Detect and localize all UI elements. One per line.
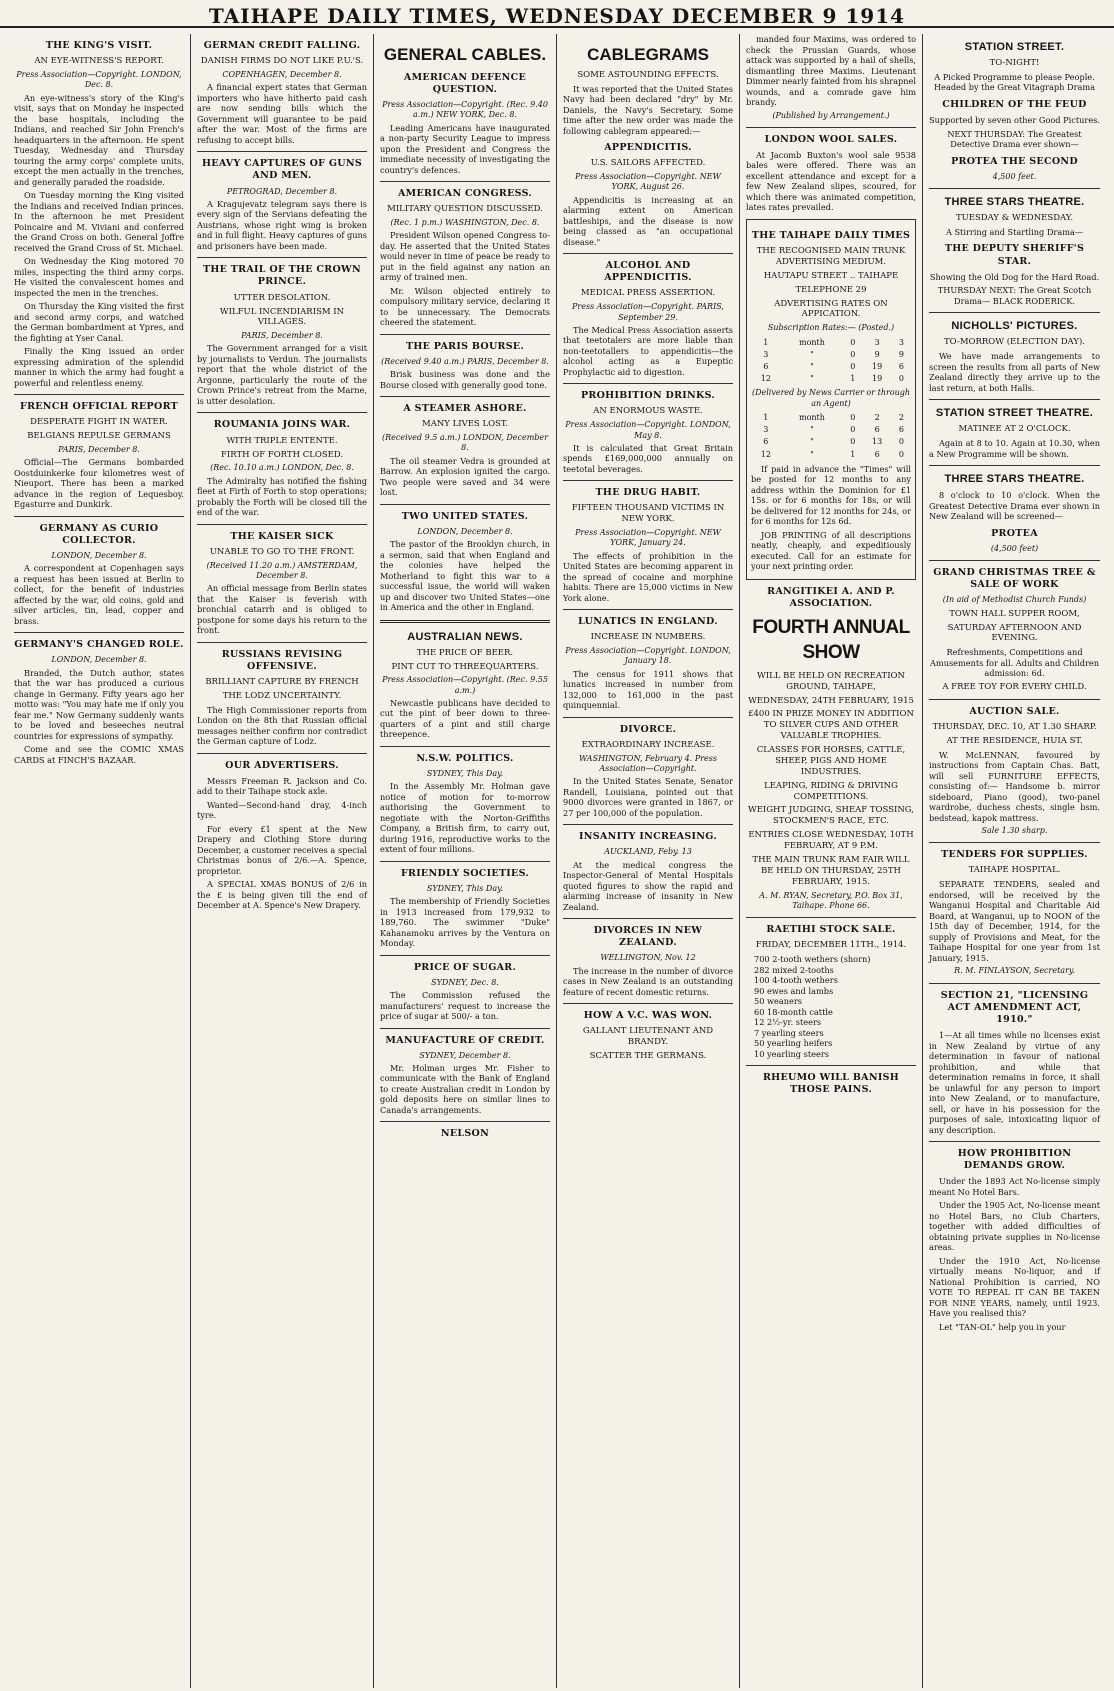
column-2	[191, 34, 374, 1688]
ad-time: SATURDAY AFTERNOON AND EVENING.	[947, 622, 1082, 644]
ad-subheading: (In aid of Methodist Church Funds)	[942, 595, 1087, 605]
ad-heading: THREE STARS THEATRE.	[944, 473, 1085, 486]
ad-venue: AT THE RESIDENCE, HUIA ST.	[946, 735, 1083, 746]
column-1	[8, 34, 191, 1688]
article-paragraph: Wanted—Second-hand dray, 4-inch tyre.	[197, 799, 367, 821]
divider	[197, 151, 367, 152]
column-4	[557, 34, 740, 1688]
article-paragraph: The High Commissioner reports from London on the 8th that Russian official messages neither confirm nor contradict the German capture of Lodz.	[197, 704, 367, 747]
article-source: SYDNEY, This Day.	[426, 883, 504, 893]
divider	[197, 524, 367, 525]
article-heading: ROUMANIA JOINS WAR.	[213, 419, 351, 431]
table-row: 3 " 0 9 9	[763, 349, 905, 359]
subscription-label: Subscription Rates:— (Posted.)	[767, 323, 895, 333]
article-paragraph: Under the 1893 Act No-license simply meant No Hotel Bars.	[929, 1176, 1100, 1197]
article-paragraph: Again at 8 to 10. Again at 10.30, when a New Programme will be shown.	[929, 438, 1100, 459]
divider	[563, 824, 733, 825]
article-paragraph: NEXT THURSDAY: The Greatest Detective Drama ever shown—	[947, 128, 1082, 150]
show-entries-close: ENTRIES CLOSE WEDNESDAY, 10TH FEBRUARY, AT 9 P.M.	[748, 830, 914, 852]
article-subheading: WITH TRIPLE ENTENTE.	[226, 435, 338, 446]
ad-subheading: TO-NIGHT!	[989, 58, 1040, 69]
article-paragraph: The oil steamer Vedra is grounded at Barrow. An explosion ignited the cargo. Two people were saved and 34 were lost.	[380, 455, 550, 498]
article-paragraph: Under the 1910 Act, No-license virtually means No-liquor, and if National Prohibition is carried, NO VOTE TO REPEAL IT CAN BE TAKEN FOR NINE YEARS, namely, until 1923. Have you realised this?	[929, 1255, 1100, 1319]
divider	[929, 842, 1100, 843]
article-source: AUCKLAND, Feby. 13	[604, 847, 692, 857]
article-paragraph: The Commission refused the manufacturers' request to increase the price of sugar at 500/- a ton.	[380, 990, 550, 1022]
divider	[14, 394, 184, 395]
article-paragraph: The Admiralty has notified the fishing fleet at Firth of Forth to stop operations; probably the Forth will be closed till the end of the war.	[197, 475, 367, 518]
show-judging: WEIGHT JUDGING, SHEAF TOSSING, STOCKMEN'S RACE, ETC.	[747, 805, 915, 827]
article-paragraph: The Government arranged for a visit by journalists to Verdun. The journalists report that the whole district of the Argonne, particularly the route of the Crown Prince's retreat from the Marne, is utter desolation.	[197, 343, 367, 406]
article-heading: RUSSIANS REVISING OFFENSIVE.	[221, 648, 343, 672]
article-paragraph: Brisk business was done and the Bourse closed with generally good tone.	[380, 369, 550, 390]
article-source: Press Association—Copyright. PARIS, September 29.	[572, 302, 724, 322]
ad-subheading: TUESDAY & WEDNESDAY.	[955, 213, 1074, 224]
article-source: LONDON, December 8.	[417, 526, 513, 536]
ad-heading: GRAND CHRISTMAS TREE & SALE OF WORK	[933, 567, 1096, 591]
article-paragraph: If paid in advance the "Times" will be posted for 12 months to any address within the Dominion for £1 15s. or for 6 months for 18s, or will be delivered for 12 months for 24s, or for 6 months for 12s 6d.	[751, 463, 911, 527]
article-source: PARIS, December 8.	[58, 444, 140, 454]
masthead: TAIHAPE DAILY TIMES, WEDNESDAY DECEMBER 9 1914	[0, 4, 1114, 28]
ad-heading: THREE STARS THEATRE.	[944, 196, 1085, 208]
article-paragraph: For every £1 spent at the New Drapery and Clothing Store during December, a customer receives a special Christmas bonus of 2/6.—A. Spence, proprietor.	[197, 823, 367, 876]
divider	[197, 753, 367, 754]
article-paragraph: The effects of prohibition in the United States are becoming apparent in the spread of cocaine and morphine habits. There are 15,000 victims in New York alone.	[563, 550, 733, 603]
article-heading: THE DRUG HABIT.	[595, 487, 701, 499]
stock-sale-date: FRIDAY, DECEMBER 11TH., 1914.	[755, 940, 907, 951]
carrier-label: (Delivered by News Carrier or through an Agent)	[751, 388, 911, 408]
ad-heading: HOW PROHIBITION DEMANDS GROW.	[957, 1148, 1072, 1172]
article-heading: ALCOHOL AND APPENDICITIS.	[604, 260, 692, 284]
table-row: 6 " 0 13 0	[763, 437, 905, 447]
table-row: 12 " 1 19 0	[760, 374, 905, 384]
divider	[380, 620, 550, 623]
article-paragraph: Official—The Germans bombarded Oostduinkerke four kilometres west of Nieuport. There has been a marked advance in the region of Lequesboy. Egasturre and Dunkirk.	[14, 457, 184, 510]
article-heading: FRENCH OFFICIAL REPORT	[20, 401, 178, 412]
article-paragraph: At the medical congress the Inspector-General of Mental Hospitals quoted figures to show the rapid and alarming increase of insanity in New Zealand.	[563, 859, 733, 912]
article-subheading: WILFUL INCENDIARISM IN VILLAGES.	[219, 306, 345, 328]
article-paragraph: Let "TAN-OL" help you in your	[939, 1321, 1066, 1332]
newspaper-page	[8, 34, 1106, 1688]
article-source: Press Association—Copyright. (Rec. 9.40 a.m.) NEW YORK, Dec. 8.	[382, 100, 548, 120]
article-subheading: FIRTH OF FORTH CLOSED.	[220, 449, 344, 460]
article-source: PARIS, December 8.	[241, 331, 323, 341]
article-paragraph: On Tuesday morning the King visited the Indians and received Indian princes. In the afternoon he met President Poincaire and M. Viviani and conferred the Grand Cross on both. General Joffre received the Grand Cross of St. Michael.	[14, 190, 184, 253]
article-subheading: AN EYE-WITNESS'S REPORT.	[34, 56, 164, 67]
article-heading: MANUFACTURE OF CREDIT.	[385, 1034, 545, 1046]
article-paragraph: Come and see the COMIC XMAS CARDS at FINCH'S BAZAAR.	[14, 744, 184, 765]
article-source: SYDNEY, This Day.	[426, 769, 504, 779]
article-paragraph: A Stirring and Startling Drama—	[945, 226, 1084, 237]
feature-length: (4,500 feet)	[990, 543, 1039, 553]
article-source: Press Association—Copyright. LONDON, Dec. 8.	[16, 70, 182, 90]
article-source: (Published by Arrangement.)	[772, 110, 890, 120]
feature-length: 4,500 feet.	[992, 171, 1037, 181]
table-row: 3 " 0 6 6	[763, 425, 905, 435]
feature-title: CHILDREN OF THE FEUD	[942, 98, 1087, 110]
article-paragraph: W. McLENNAN, favoured by instructions from Captain Chas. Batt, will sell FURNITURE EFFECTS, consisting of:— Handsome b. mirror sideboard, Piano (good), two-panel wardrobe, duchess chests, single bsm. bedstead, kapok mattress.	[929, 749, 1100, 823]
article-heading: GERMANY'S CHANGED ROLE.	[14, 639, 184, 651]
divider	[929, 983, 1100, 984]
article-subheading: GALLANT LIEUTENANT AND BRANDY.	[582, 1026, 714, 1048]
article-paragraph: Appendicitis is increasing at an alarming extent on American battleships, and the disease is now being classed as "an occupational disease."	[563, 194, 733, 247]
article-paragraph: An official message from Berlin states that the Kaiser is feverish with bronchial catarrh and is obliged to postpone for some days his return to the front.	[197, 583, 367, 636]
article-heading: LONDON WOOL SALES.	[764, 133, 898, 145]
article-subheading: SOME ASTOUNDING EFFECTS.	[577, 69, 719, 80]
article-heading: HEAVY CAPTURES OF GUNS AND MEN.	[202, 158, 362, 182]
divider	[380, 396, 550, 397]
divider	[563, 918, 733, 919]
article-source: LONDON, December 8.	[51, 550, 147, 560]
divider	[563, 717, 733, 718]
article-source: WELLINGTON, Nov. 12	[600, 953, 696, 963]
ad-heading: RHEUMO WILL BANISH THOSE PAINS.	[762, 1072, 900, 1096]
column-6	[923, 34, 1106, 1688]
article-paragraph: The membership of Friendly Societies in 1913 increased from 179,932 to 189,760. The swimmer "Duke" Kahanamoku arrives by the Ventura on Monday.	[380, 896, 550, 949]
article-heading: NELSON	[440, 1128, 490, 1140]
article-subheading: DESPERATE FIGHT IN WATER.	[30, 417, 168, 428]
ad-heading: NICHOLLS' PICTURES.	[951, 320, 1078, 333]
article-paragraph: Finally the King issued an order expressing admiration of the splendid manner in which the army had fought a powerful and relentless enemy.	[14, 346, 184, 388]
table-row: 12 " 1 6 0	[760, 449, 905, 459]
article-subheading: BELGIANS REPULSE GERMANS	[27, 431, 171, 442]
list-item: 12 2½-yr. steers	[754, 1017, 822, 1028]
article-paragraph: 8 o'clock to 10 o'clock. When the Greatest Detective Drama ever shown in New Zealand will be screened—	[929, 490, 1100, 522]
section-heading: GENERAL CABLES.	[383, 45, 547, 64]
show-ram-fair: THE MAIN TRUNK RAM FAIR WILL BE HELD ON THURSDAY, 25TH FEBRUARY, 1915.	[752, 854, 910, 887]
article-paragraph: We have made arrangements to screen the results from all parts of New Zealand directly they arrive up to the last return, at both Halls.	[929, 351, 1100, 393]
article-paragraph: A financial expert states that German importers who have hitherto paid cash are now sending bills which the Government will guarantee to be paid after the war. Most of the firms are refusing to accept bills.	[197, 82, 367, 145]
show-date: WEDNESDAY, 24TH FEBRUARY, 1915	[748, 695, 914, 706]
article-heading: LUNATICS IN ENGLAND.	[578, 616, 718, 628]
feature-title: PROTEA THE SECOND	[951, 155, 1078, 167]
article-paragraph: Branded, the Dutch author, states that the war has produced a curious change in Germany. Fifty years ago her motto was: "You may hate me if only you fear me." Now Germany suddenly wants to be loved and beseeches neutral countries for expressions of sympathy.	[14, 667, 184, 741]
article-paragraph: On Wednesday the King motored 70 miles, inspecting the third army corps. He visited the convalescent homes and inspected the men in the trenches.	[14, 256, 184, 298]
list-item: 700 2-tooth wethers (shorn)	[754, 954, 871, 965]
divider	[929, 465, 1100, 466]
divider	[563, 1003, 733, 1004]
article-source: (Received 9.5 a.m.) LONDON, December 8.	[382, 433, 548, 453]
divider	[380, 746, 550, 747]
ad-offer: A FREE TOY FOR EVERY CHILD.	[942, 681, 1087, 692]
article-subheading: U.S. SAILORS AFFECTED.	[590, 158, 706, 169]
show-secretary: A. M. RYAN, Secretary, P.O. Box 31, Taihape. Phone 66.	[759, 890, 903, 910]
divider	[197, 642, 367, 643]
section-heading: AUSTRALIAN NEWS.	[407, 630, 523, 643]
article-heading: A STEAMER ASHORE.	[403, 403, 527, 415]
article-paragraph: An eye-witness's story of the King's visit, says that on Monday he inspected the base hospitals, including the Indians, and reached Sir John French's headquarters in the afternoon. He spent Tuesday, Wednesday and Thursday touring the army corps' complete units, except the men actually in the trenches, and generally paraded the roadside.	[14, 92, 184, 187]
article-source: LONDON, December 8.	[51, 655, 147, 665]
sale-time: Sale 1.30 sharp.	[981, 826, 1048, 836]
article-source: Press Association—Copyright. NEW YORK, August 26.	[575, 172, 721, 192]
section-heading: CABLEGRAMS	[587, 45, 709, 64]
article-source: COPENHAGEN, December 8.	[222, 70, 342, 80]
ad-heading: AUCTION SALE.	[969, 705, 1060, 717]
article-subheading: AN ENORMOUS WASTE.	[593, 406, 703, 417]
article-heading: PRICE OF SUGAR.	[413, 961, 517, 973]
article-paragraph: The pastor of the Brooklyn church, in a sermon, said that when England and the colonies have helped the Motherland to fight this war to a successful issue, the world will waken up and discover two United States—one in America and the other in England.	[380, 539, 550, 613]
ad-heading: TENDERS FOR SUPPLIES.	[941, 849, 1088, 861]
article-paragraph: Messrs Freeman R. Jackson and Co. add to their Taihape stock axle.	[197, 775, 367, 797]
ad-heading: STATION STREET.	[964, 41, 1065, 53]
column-3	[374, 34, 557, 1688]
article-paragraph: Under the 1905 Act, No-license meant no Hotel Bars, no Club Charters, together with added difficulties of obtaining private supplies in No-license areas.	[929, 1200, 1100, 1253]
divider	[380, 1121, 550, 1122]
article-heading: THE KAISER SICK	[230, 530, 334, 542]
ad-time: THURSDAY, DEC. 10, AT 1.30 SHARP.	[932, 721, 1097, 732]
ad-address: HAUTAPU STREET .. TAIHAPE	[763, 270, 899, 281]
article-source: WASHINGTON, February 4. Press Association—Copyright.	[578, 753, 717, 773]
divider	[380, 955, 550, 956]
article-subheading: THE LODZ UNCERTAINTY.	[222, 690, 342, 701]
article-heading: APPENDICITIS.	[604, 142, 692, 154]
article-heading: N.S.W. POLITICS.	[416, 752, 514, 764]
posted-rates-table	[751, 337, 911, 386]
article-subheading: THE PRICE OF BEER.	[416, 647, 514, 658]
article-source: SYDNEY, December 8.	[419, 1050, 511, 1060]
feature-title: THE DEPUTY SHERIFF'S STAR.	[944, 243, 1085, 267]
article-paragraph: Supported by seven other Good Pictures.	[929, 115, 1100, 126]
divider	[929, 399, 1100, 400]
article-heading: GERMANY AS CURIO COLLECTOR.	[39, 522, 159, 546]
article-heading: FRIENDLY SOCIETIES.	[400, 867, 530, 879]
article-heading: GERMAN CREDIT FALLING.	[203, 40, 361, 51]
article-paragraph: On Thursday the King visited the first and second army corps, and watched the German bombardment at Ypres, and the fighting at Yser Canal.	[14, 301, 184, 343]
article-subheading: SCATTER THE GERMANS.	[589, 1051, 707, 1061]
article-paragraph: Mr. Wilson objected entirely to compulsory military service, declaring it to be unnecessary. The Democrats cheered the statement.	[380, 285, 550, 328]
article-paragraph: Showing the Old Dog for the Hard Road.	[929, 271, 1100, 282]
article-heading: DIVORCE.	[619, 723, 677, 735]
article-paragraph: At Jacomb Buxton's wool sale 9538 bales were offered. There was an excellent attendance and except for a few New Zealand slipes, scoured, for which there was animated competition, lates rates prevailed.	[746, 149, 916, 213]
article-subheading: EXTRAORDINARY INCREASE.	[581, 739, 715, 750]
table-row: 1 month 0 3 3	[763, 337, 905, 347]
article-paragraph: In the Assembly Mr. Holman gave notice of motion for to-morrow authorising the Government to negotiate with the Norton-Griffiths Company, a British firm, to carry out, during 1916, reproductive works to the extent of four millions.	[380, 781, 550, 855]
ad-rates: ADVERTISING RATES ON APPICATION.	[774, 298, 888, 320]
article-subheading: UNABLE TO GO TO THE FRONT.	[209, 546, 355, 557]
article-subheading: INCREASE IN NUMBERS.	[590, 632, 706, 643]
list-item: 282 mixed 2-tooths	[754, 964, 834, 975]
article-subheading: MANY LIVES LOST.	[421, 419, 509, 430]
article-paragraph: A correspondent at Copenhagen says a request has been issued at Berlin to collect, for the benefit of industries affected by the war, old coins, gold and silver articles, tin, lead, copper and brass.	[14, 563, 184, 626]
ad-title: THE TAIHAPE DAILY TIMES	[751, 229, 911, 241]
article-heading: AMERICAN CONGRESS.	[397, 188, 533, 200]
article-source: (Received 9.40 a.m.) PARIS, December 8.	[381, 356, 549, 366]
list-item: 100 4-tooth wethers	[754, 975, 838, 986]
article-heading: TWO UNITED STATES.	[401, 510, 529, 522]
list-item: 7 yearling steers	[754, 1027, 824, 1038]
article-source: (Rec. 1 p.m.) WASHINGTON, Dec. 8.	[390, 218, 540, 228]
table-row: 6 " 0 19 6	[763, 362, 905, 371]
list-item: 50 yearling heifers	[754, 1038, 833, 1049]
article-source: Press Association—Copyright. NEW YORK, January 24.	[575, 528, 721, 548]
article-paragraph: Leading Americans have inaugurated a non-party Security League to impress upon the President and Congress the immediate necessity of investigating the country's defences.	[380, 122, 550, 175]
ad-subheading: TAIHAPE HOSPITAL.	[968, 865, 1061, 876]
article-heading: OUR ADVERTISERS.	[225, 759, 339, 771]
article-subheading: FIFTEEN THOUSAND VICTIMS IN NEW YORK.	[571, 503, 725, 525]
article-heading: PROHIBITION DRINKS.	[580, 390, 716, 402]
show-title: FOURTH ANNUAL SHOW	[752, 617, 910, 663]
article-paragraph: The Medical Press Association asserts that teetotalers are more liable than non-teetotallers to appendicitis—the alcohol acting as a Eupeptic Prophylactic aid to digestion.	[563, 324, 733, 377]
list-item: 90 ewes and lambs	[754, 985, 834, 996]
column-5	[740, 34, 923, 1688]
divider	[563, 480, 733, 481]
ad-heading: STATION STREET THEATRE.	[935, 407, 1094, 420]
divider	[929, 1141, 1100, 1142]
divider	[380, 861, 550, 862]
divider	[380, 334, 550, 335]
article-paragraph: A Picked Programme to please People. Headed by the Great Vitagraph Drama	[933, 71, 1096, 93]
divider	[746, 1065, 916, 1066]
feature-title: PROTEA	[991, 527, 1038, 539]
ad-telephone: TELEPHONE 29	[795, 284, 867, 295]
article-paragraph: Mr. Holman urges Mr. Fisher to communicate with the Bank of England to create Australian credit in London by gold deposits here on similar lines to Canada's arrangements.	[380, 1062, 550, 1115]
table-row: 1 month 0 2 2	[763, 412, 905, 422]
divider	[563, 253, 733, 254]
ad-signature: R. M. FINLAYSON, Secretary.	[954, 966, 1075, 976]
article-paragraph: It was reported that the United States Navy had been declared "dry" by Mr. Daniels, the Navy's Secretary. Some time after the new order was made the following cablegram appeared:—	[563, 83, 733, 136]
article-heading: THE PARIS BOURSE.	[405, 340, 525, 352]
list-item: 10 yearling steers	[754, 1048, 829, 1059]
article-paragraph: A Kragujevatz telegram says there is every sign of the Servians defeating the Austrians, whose right wing is broken and in full flight. Heavy captures of guns and prisoners have been made.	[197, 198, 367, 251]
divider	[380, 504, 550, 505]
divider	[746, 127, 916, 128]
article-heading: THE TRAIL OF THE CROWN PRINCE.	[203, 264, 361, 288]
article-subheading: MEDICAL PRESS ASSERTION.	[580, 288, 716, 299]
ad-subheading: MATINEE AT 2 O'CLOCK.	[958, 424, 1071, 435]
article-paragraph: A SPECIAL XMAS BONUS of 2/6 in the £ is being given till the end of December at A. Spence's New Drapery.	[197, 879, 367, 911]
ad-subheading: TO-MORROW (ELECTION DAY).	[944, 337, 1085, 348]
divider	[929, 560, 1100, 561]
article-source: Press Association—Copyright. LONDON, May 8.	[565, 420, 731, 440]
article-paragraph: THURSDAY NEXT: The Great Scotch Drama— BLACK RODERICK.	[937, 285, 1092, 306]
article-source: PETROGRAD, December 8.	[226, 186, 338, 196]
divider	[14, 632, 184, 633]
article-subheading: DANISH FIRMS DO NOT LIKE P.U.'S.	[200, 56, 364, 67]
show-events: LEAPING, RIDING & DRIVING COMPETITIONS.	[764, 780, 898, 802]
article-source: Press Association—Copyright. LONDON, January 18.	[565, 646, 731, 666]
article-paragraph: Refreshments, Competitions and Amusements for all. Adults and Children admission: 6d.	[930, 647, 1099, 679]
show-classes: CLASSES FOR HORSES, CATTLE, SHEEP, PIGS AND HOME INDUSTRIES.	[756, 745, 906, 777]
article-heading: INSANITY INCREASING.	[579, 831, 717, 843]
article-source: SYDNEY, Dec. 8.	[431, 977, 499, 987]
article-paragraph: Newcastle publicans have decided to cut the pint of beer down to three-quarters of a pint and still charge threepence.	[380, 697, 550, 740]
article-paragraph: JOB PRINTING of all descriptions neatly, cheaply, and expeditiously executed. Call for an estimate for your next printing order.	[751, 529, 911, 572]
ad-subtitle: THE RECOGNISED MAIN TRUNK ADVERTISING MEDIUM.	[756, 246, 906, 267]
divider	[14, 516, 184, 517]
article-paragraph: manded four Maxims, was ordered to check the Prussian Guards, whose attack was supported by a hail of shells, dismantling three Maxims. Lieutenant Dimmer nearly fainted from his shrapnel wounds, and a comrade gave him brandy.	[746, 34, 916, 107]
article-paragraph: The increase in the number of divorce cases in New Zealand is an outstanding feature of recent domestic returns.	[563, 965, 733, 997]
divider	[929, 312, 1100, 313]
divider	[380, 1028, 550, 1029]
article-heading: AMERICAN DEFENCE QUESTION.	[403, 71, 527, 95]
carrier-rates-table	[751, 412, 911, 461]
article-source: Press Association—Copyright. (Rec. 9.55 a.m.)	[382, 675, 548, 695]
divider	[746, 917, 916, 918]
article-heading: HOW A V.C. WAS WON.	[583, 1010, 713, 1022]
divider	[929, 188, 1100, 189]
article-paragraph: SEPARATE TENDERS, sealed and endorsed, will be received by the Wanganui Hospital and Charitable Aid Board, at Wanganui, up to NOON of the 15th day of December, 1914, for the supply of Provisions and Meat, for the Taihape Hospital for one year from 1st January, 1915.	[929, 879, 1100, 963]
article-source: (Received 11.20 a.m.) AMSTERDAM, December 8.	[206, 560, 358, 580]
article-paragraph: In the United States Senate, Senator Randell, Louisiana, pointed out that 9000 divorces were granted in 1867, or 27 per 100,000 of the population.	[563, 776, 733, 818]
divider	[197, 412, 367, 413]
show-organisation: RANGITIKEI A. AND P. ASSOCIATION.	[767, 585, 895, 610]
list-item: 50 weaners	[754, 996, 802, 1007]
ad-heading: SECTION 21, "LICENSING ACT AMENDMENT ACT, 1910."	[940, 989, 1089, 1025]
article-heading: THE KING'S VISIT.	[45, 40, 153, 51]
show-venue: WILL BE HELD ON RECREATION GROUND, TAIHAPE,	[757, 670, 905, 692]
article-paragraph: The census for 1911 shows that lunatics increased in number from 132,000 to 161,000 in the past quinquennial.	[563, 668, 733, 711]
article-subheading: UTTER DESOLATION.	[233, 292, 331, 303]
article-subheading: BRILLIANT CAPTURE BY FRENCH	[205, 676, 359, 687]
show-prize: £400 IN PRIZE MONEY IN ADDITION TO SILVER CUPS AND OTHER VALUABLE TROPHIES.	[748, 709, 914, 742]
article-paragraph: President Wilson opened Congress to-day. He asserted that the United States would never in time of peace be ready to put in the field against any nation an army of trained men.	[380, 230, 550, 283]
divider	[563, 383, 733, 384]
newspaper-ad-box	[746, 219, 916, 580]
divider	[380, 181, 550, 182]
article-heading: DIVORCES IN NEW ZEALAND.	[593, 925, 703, 949]
article-subheading: MILITARY QUESTION DISCUSSED.	[387, 204, 543, 215]
article-source: (Rec. 10.10 a.m.) LONDON, Dec. 8.	[210, 463, 354, 473]
stock-list	[746, 954, 916, 1059]
ad-venue: TOWN HALL SUPPER ROOM,	[949, 608, 1080, 619]
article-paragraph: 1—At all times while no licenses exist in New Zealand by virtue of any determination in favour of national prohibition, and while that determination remains in force, it shall be unlawful for any person to import into New Zealand, or to manufacture, sell, or have in his possession for the purposes of sale, intoxicating liquor of any description.	[929, 1030, 1100, 1135]
article-paragraph: It is calculated that Great Britain spends £169,000,000 annually on teetotal beverages.	[563, 442, 733, 474]
article-subheading: PINT CUT TO THREEQUARTERS.	[391, 661, 539, 672]
divider	[929, 699, 1100, 700]
divider	[563, 609, 733, 610]
list-item: 60 18-month cattle	[754, 1006, 833, 1017]
divider	[197, 257, 367, 258]
stock-sale-title: RAETIHI STOCK SALE.	[766, 924, 896, 936]
